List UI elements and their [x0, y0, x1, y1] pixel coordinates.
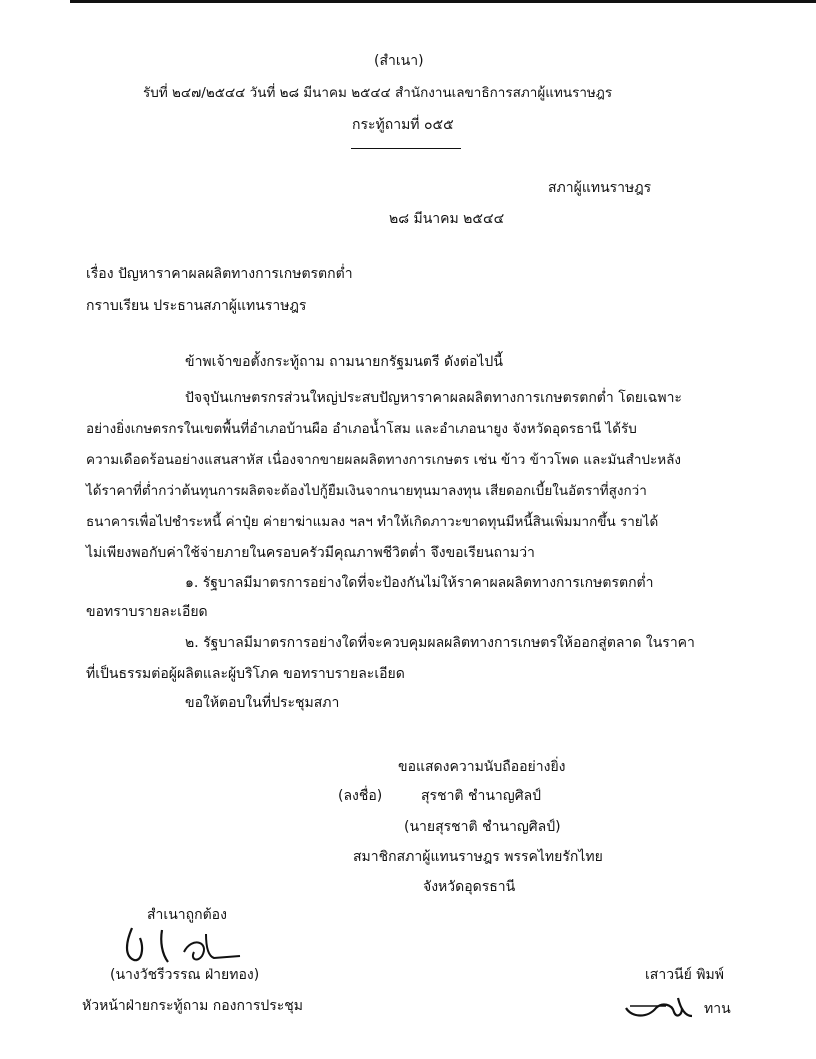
certifier-title: หัวหน้าฝ่ายกระทู้ถาม กองการประชุม	[82, 998, 304, 1014]
member-province: จังหวัดอุดรธานี	[423, 879, 516, 895]
intro-line: ข้าพเจ้าขอตั้งกระทู้ถาม ถามนายกรัฐมนตรี ดังต่อไปนี้	[185, 354, 503, 370]
sender-org: สภาผู้แทนราษฎร	[548, 180, 652, 196]
paragraph-line: ความเดือดร้อนอย่างแสนสาหัส เนื่องจากขายผลผลิตทางการเกษตร เช่น ข้าว ข้าวโพด และมันสำปะหลัง	[86, 452, 682, 468]
signed-name: สุรชาติ ชำนาญศิลป์	[421, 788, 542, 804]
proofread-label: ทาน	[704, 1001, 731, 1017]
question-1-line-1: ๑. รัฐบาลมีมาตรการอย่างใดที่จะป้องกันไม่ให้ราคาผลผลิตทางการเกษตรตกต่ำ	[185, 575, 654, 591]
question-2-line-1: ๒. รัฐบาลมีมาตรการอย่างใดที่จะควบคุมผลผลิตทางการเกษตรให้ออกสู่ตลาด ในราคา	[185, 635, 695, 651]
question-number: กระทู้ถามที่ ๐๕๕	[352, 117, 454, 133]
receipt-line: รับที่ ๒๔๗/๒๕๔๔ วันที่ ๒๘ มีนาคม ๒๕๔๔ สำนักงานเลขาธิการสภาผู้แทนราษฎร	[143, 85, 613, 101]
subject-line: เรื่อง ปัญหาราคาผลผลิตทางการเกษตรตกต่ำ	[86, 266, 353, 282]
header-divider	[351, 148, 461, 149]
signed-prefix: (ลงชื่อ)	[338, 788, 383, 804]
certifier-name: (นางวัชรีวรรณ ฝ่ายทอง)	[110, 967, 260, 983]
question-2-line-2: ที่เป็นธรรมต่อผู้ผลิตและผู้บริโภค ขอทราบรายละเอียด	[86, 666, 405, 682]
paragraph-line: ปัจจุบันเกษตรกรส่วนใหญ่ประสบปัญหาราคาผลผลิตทางการเกษตรตกต่ำ โดยเฉพาะ	[185, 390, 682, 406]
paragraph-line: ธนาคารเพื่อไปชำระหนี้ ค่าปุ๋ย ค่ายาฆ่าแมลง ฯลฯ ทำให้เกิดภาวะขาดทุนมีหนี้สินเพิ่มมากขึ้น รายได้	[86, 514, 659, 530]
top-edge-rule	[70, 0, 816, 3]
typist-name: เสาวนีย์ พิมพ์	[645, 967, 724, 983]
regards-line: ขอแสดงความนับถืออย่างยิ่ง	[398, 759, 566, 775]
certifier-signature	[118, 912, 268, 972]
question-1-line-2: ขอทราบรายละเอียด	[86, 604, 208, 620]
paragraph-line: ไม่เพียงพอกับค่าใช้จ่ายภายในครอบครัวมีคุณภาพชีวิตต่ำ จึงขอเรียนถามว่า	[86, 545, 535, 561]
salutation-line: กราบเรียน ประธานสภาผู้แทนราษฎร	[86, 298, 307, 314]
certified-copy-label: สำเนาถูกต้อง	[147, 907, 227, 923]
copy-label: (สำเนา)	[374, 53, 424, 69]
paragraph-line: ได้ราคาที่ต่ำกว่าต้นทุนการผลิตจะต้องไปกู้ยืมเงินจากนายทุนมาลงทุน เสียดอกเบี้ยในอัตราที่สูงกว่า	[86, 483, 647, 499]
proofreader-initials	[622, 994, 702, 1024]
member-position: สมาชิกสภาผู้แทนราษฎร พรรคไทยรักไทย	[353, 849, 603, 865]
answer-request: ขอให้ตอบในที่ประชุมสภา	[185, 695, 340, 711]
printed-name: (นายสุรชาติ ชำนาญศิลป์)	[404, 819, 561, 835]
letter-date: ๒๘ มีนาคม ๒๕๔๔	[389, 211, 505, 227]
paragraph-line: อย่างยิ่งเกษตรกรในเขตพื้นที่อำเภอบ้านผือ อำเภอน้ำโสม และอำเภอนายูง จังหวัดอุดรธานี ได้รับ	[86, 421, 637, 437]
